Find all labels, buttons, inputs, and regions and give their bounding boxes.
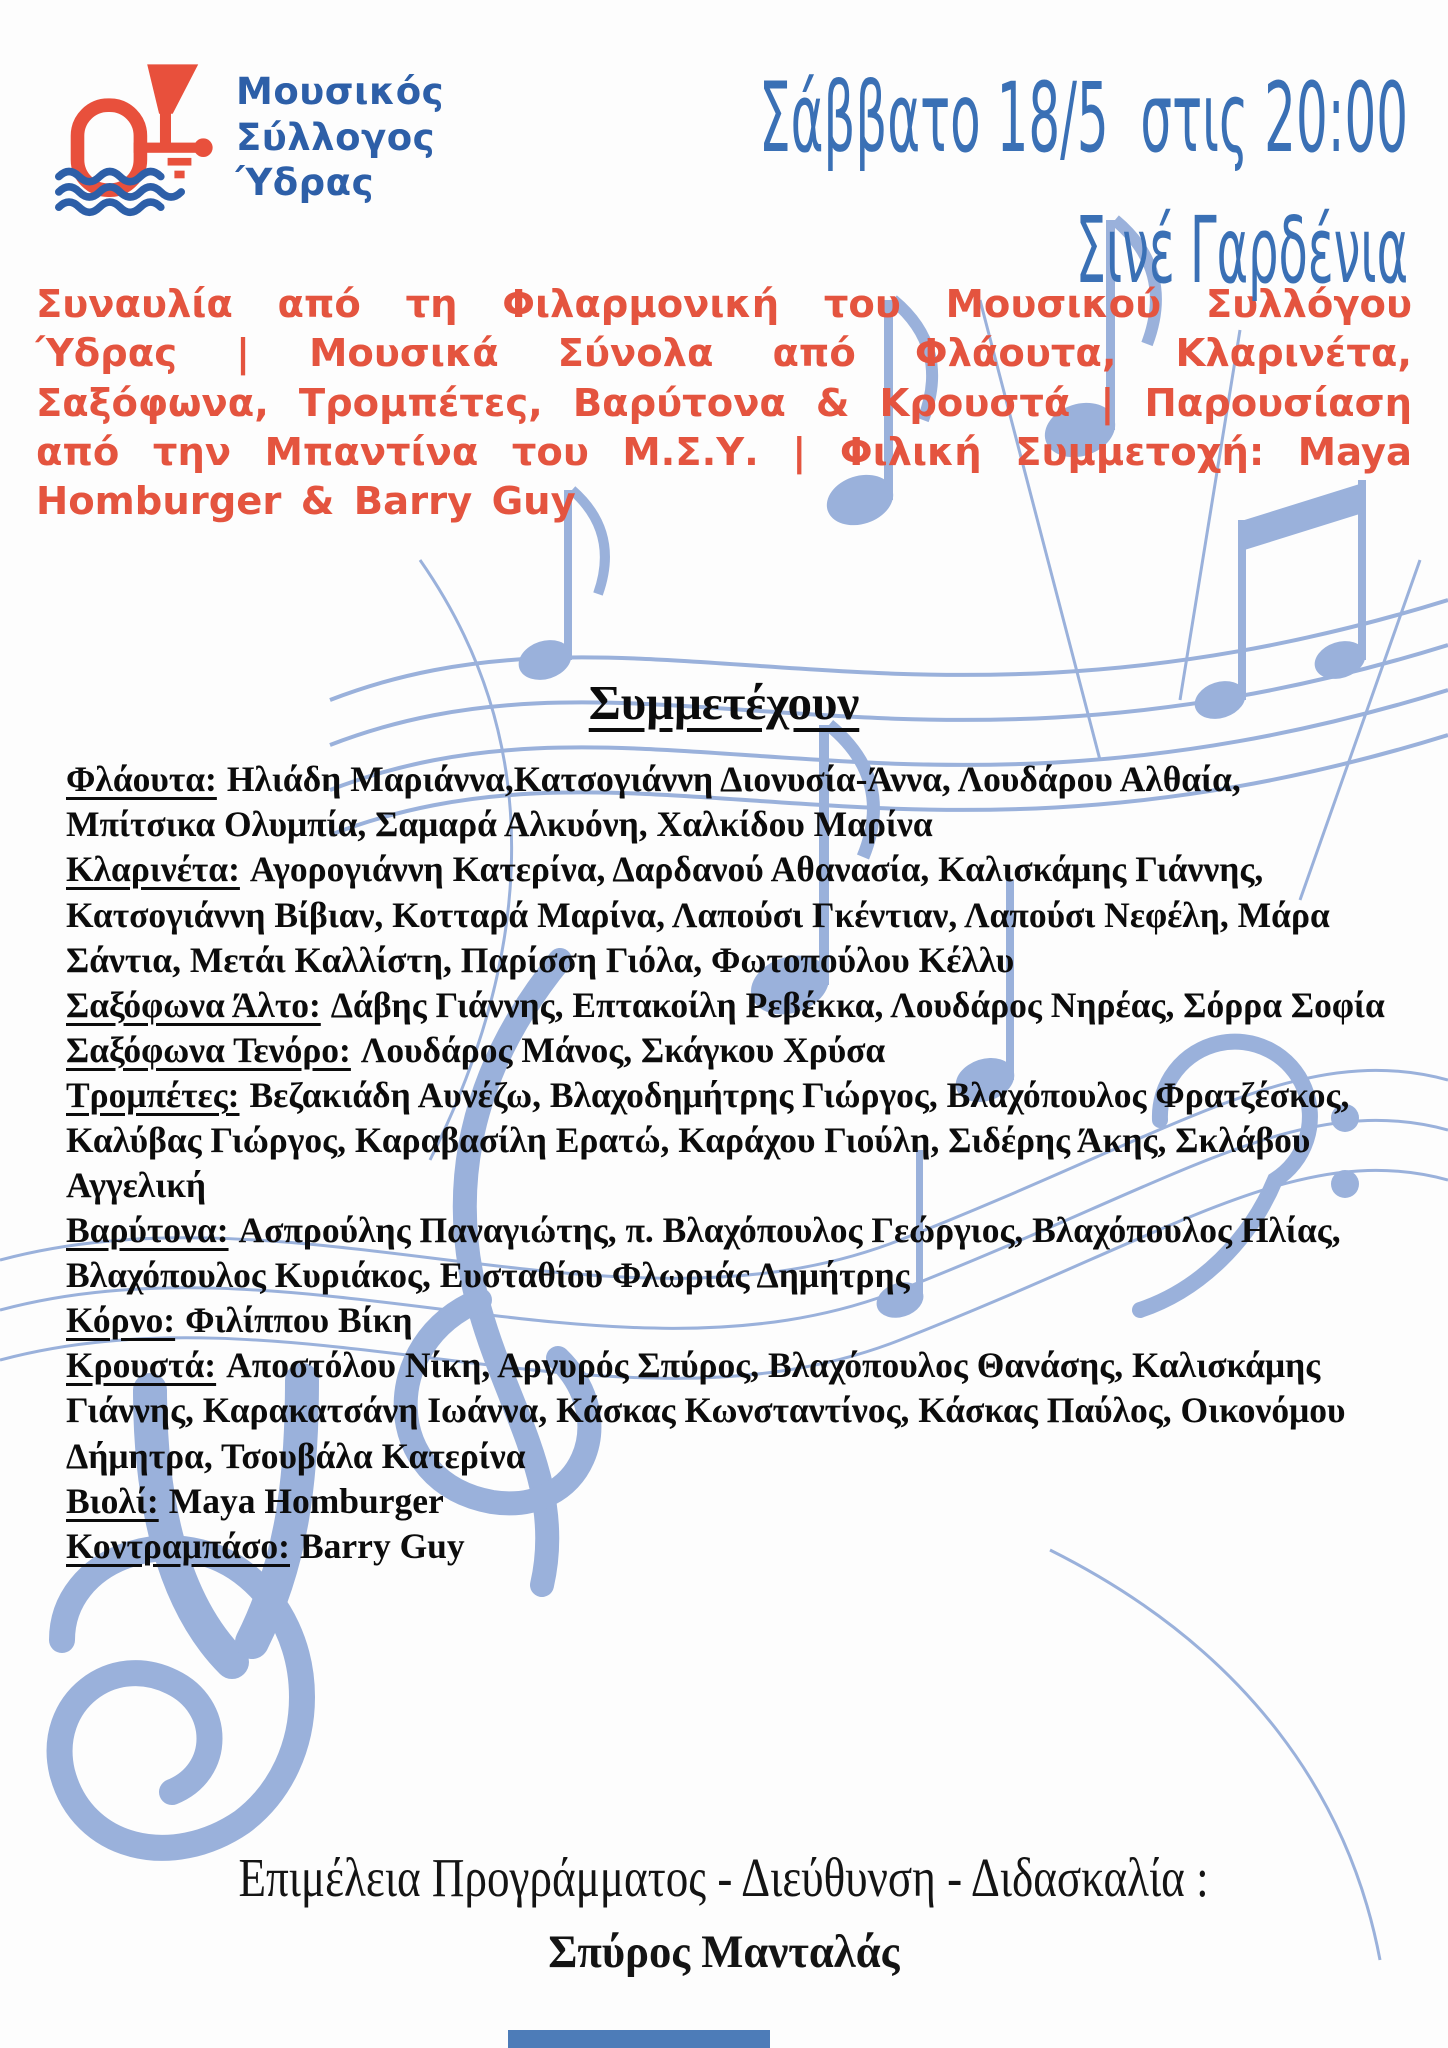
intro-text: Συναυλία από τη Φιλαρμονική του Μουσικού Συλλόγου Ύδρας | Μουσικά Σύνολα από Φλάουτα, Κλαρινέτα, Σαξόφωνα, Τρομπέτες, Βαρύτονα & Κρουστά | Παρουσίαση από την Μπαντίνα του Μ.Σ.Υ. | Φιλική Συμμετοχή: Maya Homburger & Barry Guy: [36, 282, 1412, 525]
section-names: Ηλιάδη Μαριάννα,Κατσογιάννη Διονυσία-Άννα, Λουδάρου Αλθαία, Μπίτσικα Ολυμπία, Σαμαρά Αλκυόνη, Χαλκίδου Μαρίνα: [66, 759, 1241, 845]
section-label: Κοντραμπάσο:: [66, 1525, 290, 1566]
credit-roles: Επιμέλεια Προγράμματος - Διεύθυνση - Διδασκαλία :: [238, 1847, 1210, 1908]
participant-section-trumpets: [66, 1073, 1390, 1208]
logo-line3: Ύδρας: [236, 161, 375, 205]
participant-section-flutes: [66, 757, 1390, 847]
participant-section-percussion: [66, 1343, 1390, 1478]
event-datetime: Σάββατο 18/5 στις 20:00: [759, 62, 1408, 174]
section-label: Βαρύτονα:: [66, 1210, 229, 1251]
section-label: Κλαρινέτα:: [66, 849, 240, 890]
section-label: Κόρνο:: [66, 1300, 176, 1341]
section-label: Βιολί:: [66, 1480, 159, 1521]
footer-credit: [0, 1845, 1448, 1979]
section-label: Κρουστά:: [66, 1345, 217, 1386]
event-info: [160, 62, 1408, 304]
section-names: Δάβης Γιάννης, Επτακοίλη Ρεβέκκα, Λουδάρος Νηρέας, Σόρρα Σοφία: [330, 984, 1385, 1025]
section-label: Σαξόφωνα Τενόρο:: [66, 1029, 351, 1070]
section-names: Φιλίππου Βίκη: [185, 1300, 413, 1341]
section-label: Σαξόφωνα Άλτο:: [66, 984, 321, 1025]
section-names: Ασπρούλης Παναγιώτης, π. Βλαχόπουλος Γεώργιος, Βλαχόπουλος Ηλίας, Βλαχόπουλος Κυριάκος, Ευσταθίου Φλωριάς Δημήτρης: [66, 1210, 1341, 1296]
participant-section-clarinets: [66, 847, 1390, 982]
participant-section-horn: [66, 1298, 1390, 1343]
section-label: Τρομπέτες:: [66, 1074, 240, 1115]
participant-section-violin: [66, 1479, 1390, 1524]
director-name: Σπύρος Μανταλάς: [548, 1926, 900, 1978]
bottom-strip: [508, 2030, 770, 2048]
section-names: Λουδάρος Μάνος, Σκάγκου Χρύσα: [360, 1029, 886, 1070]
header: [0, 0, 1448, 304]
section-label: Φλάουτα:: [66, 759, 217, 800]
logo-line1: Μουσικός: [236, 69, 445, 113]
participant-section-doublebass: [66, 1524, 1390, 1569]
section-names: Βεζακιάδη Αυνέζω, Βλαχοδημήτρης Γιώργος, Βλαχόπουλος Φρατζέσκος, Καλύβας Γιώργος, Καραβασίλη Ερατώ, Καράχου Γιούλη, Σιδέρης Άκης, Σκλάβου Αγγελική: [66, 1074, 1350, 1206]
participant-section-baritones: [66, 1208, 1390, 1298]
section-names: Barry Guy: [300, 1525, 465, 1566]
logo-line2: Σύλλογος: [236, 115, 436, 159]
section-names: Αγορογιάννη Κατερίνα, Δαρδανού Αθανασία, Καλισκάμης Γιάννης, Κατσογιάννη Βίβιαν, Κοτταρά Μαρίνα, Λαπούσι Γκέντιαν, Λαπούσι Νεφέλη, Μάρα Σάντια, Μετάι Καλλίστη, Παρίσση Γιόλα, Φωτοπούλου Κέλλυ: [66, 849, 1330, 980]
event-venue: Σινέ Γαρδένια: [1075, 197, 1408, 304]
participants-list: [66, 757, 1390, 1568]
section-names: Αποστόλου Νίκη, Αργυρός Σπύρος, Βλαχόπουλος Θανάσης, Καλισκάμης Γιάννης, Καρακατσάνη Ιωάννα, Κάσκας Κωνσταντίνος, Κάσκας Παύλος, Οικονόμου Δήμητρα, Τσουβάλα Κατερίνα: [66, 1345, 1346, 1476]
participant-section-alto-sax: [66, 983, 1390, 1028]
participants-title: Συμμετέχουν: [588, 675, 860, 731]
participant-section-tenor-sax: [66, 1028, 1390, 1073]
section-names: Maya Homburger: [168, 1480, 444, 1521]
